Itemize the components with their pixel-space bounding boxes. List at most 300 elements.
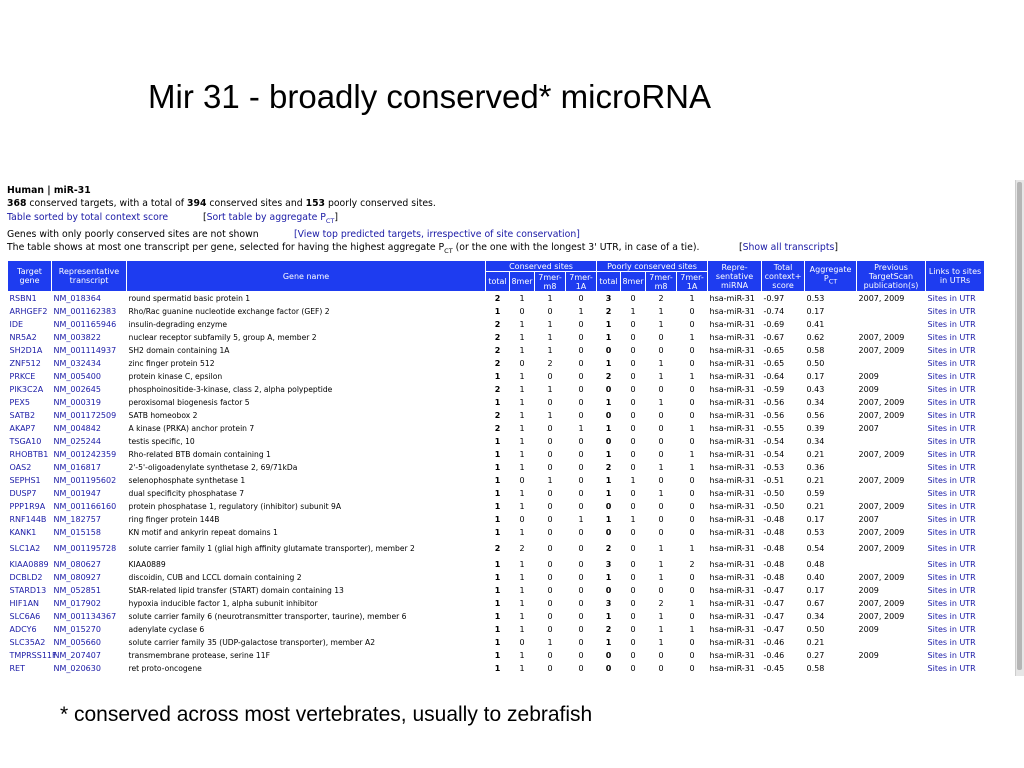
target-gene-link[interactable]: RSBN1 [9,294,37,303]
poor-8mer: 0 [630,294,636,303]
poor-8mer: 0 [630,573,636,582]
sites-in-utr-link[interactable]: Sites in UTR [927,599,976,608]
transcript-link[interactable]: NM_004842 [53,424,101,433]
transcript-link[interactable]: NM_017902 [53,599,101,608]
gene-name: Rho/Rac guanine nucleotide exchange factor (GEF) 2 [128,307,330,316]
gene-name: ret proto-oncogene [128,664,202,673]
poor-8mer: 0 [630,424,636,433]
rep-mirna: hsa-miR-31 [709,333,755,342]
target-gene-link[interactable]: OAS2 [9,463,32,472]
targets-table [7,260,985,675]
transcript-link[interactable]: NM_080927 [53,573,101,582]
aggregate-pct: 0.21 [806,450,825,459]
sites-in-utr-link[interactable]: Sites in UTR [927,638,976,647]
poor-7mer-m8: 0 [658,502,664,511]
conserved-7mer-1a: 0 [578,333,584,342]
poor-7mer-m8: 0 [658,346,664,355]
conserved-7mer-1a: 1 [578,307,584,316]
rep-mirna: hsa-miR-31 [709,450,755,459]
aggregate-pct: 0.62 [806,333,825,342]
scroll-thumb[interactable] [1017,182,1022,670]
rep-mirna: hsa-miR-31 [709,476,755,485]
sites-in-utr-link[interactable]: Sites in UTR [927,612,976,621]
poor-total: 0 [605,586,612,595]
sites-in-utr-link[interactable]: Sites in UTR [927,437,976,446]
poor-7mer-1a: 0 [689,612,695,621]
conserved-8mer: 1 [519,411,525,420]
transcript-link[interactable]: NM_003822 [53,333,101,342]
header-gene-name[interactable]: Gene name [127,261,486,292]
poor-7mer-1a: 0 [689,307,695,316]
sites-in-utr-link[interactable]: Sites in UTR [927,544,976,553]
table-row [8,571,985,584]
conserved-7mer-m8: 1 [547,320,553,329]
conserved-8mer: 1 [519,528,525,537]
target-gene-link[interactable]: TMPRSS11F [9,651,57,660]
poor-total: 0 [605,346,612,355]
target-gene-link[interactable]: DCBLD2 [9,573,43,582]
table-row [8,383,985,396]
scroll-down-icon[interactable] [1016,670,1024,676]
sort-aggregate-link[interactable] [207,212,335,223]
not-shown-text: Genes with only poorly conserved sites are not shown [7,229,259,240]
target-gene-link[interactable]: RNF144B [9,515,47,524]
transcript-link[interactable]: NM_001162383 [53,307,117,316]
previous-publication: 2007 [858,515,879,524]
poor-8mer: 1 [630,307,636,316]
conserved-7mer-1a: 0 [578,651,584,660]
poor-total: 1 [605,424,612,433]
sites-in-utr-link[interactable]: Sites in UTR [927,560,976,569]
gene-name: transmembrane protease, serine 11F [128,651,270,660]
table-row [8,500,985,513]
table-row [8,662,985,675]
transcript-link[interactable]: NM_018364 [53,294,101,303]
sites-in-utr-link[interactable]: Sites in UTR [927,359,976,368]
target-gene-link[interactable]: STARD13 [9,586,47,595]
poor-7mer-1a: 0 [689,586,695,595]
sites-in-utr-link[interactable]: Sites in UTR [927,515,976,524]
target-gene-link[interactable]: PEX5 [9,398,30,407]
sort-aggregate-link-sub: CT [325,216,335,225]
view-top-targets-link[interactable]: [View top predicted targets, irrespective of site conservation] [294,229,580,240]
show-all-bracket-close: ] [834,242,838,253]
slide-title: Mir 31 - broadly conserved* microRNA [148,78,712,115]
rep-mirna: hsa-miR-31 [709,612,755,621]
transcript-link[interactable]: NM_001166160 [53,502,117,511]
conserved-7mer-1a: 0 [578,372,584,381]
rep-mirna: hsa-miR-31 [709,359,755,368]
poor-8mer: 0 [630,612,636,621]
context-score: -0.56 [763,411,785,420]
header-cons-7mer-1a: 7mer-1A [566,272,597,292]
poor-7mer-1a: 1 [689,450,695,459]
sites-in-utr-link[interactable]: Sites in UTR [927,307,976,316]
transcript-link[interactable]: NM_001195728 [53,544,117,553]
table-row [8,461,985,474]
header-poor-total: total [597,272,621,292]
target-gene-link[interactable]: ARHGEF2 [9,307,48,316]
gene-name: peroxisomal biogenesis factor 5 [128,398,250,407]
rep-mirna: hsa-miR-31 [709,586,755,595]
sites-in-utr-link[interactable]: Sites in UTR [927,476,976,485]
aggregate-pct: 0.53 [806,294,825,303]
sites-in-utr-link[interactable]: Sites in UTR [927,502,976,511]
conserved-7mer-m8: 0 [547,437,553,446]
transcript-link[interactable]: NM_001947 [53,489,101,498]
target-gene-link[interactable]: SLC35A2 [9,638,46,647]
conserved-total: 1 [494,372,501,381]
sites-in-utr-link[interactable]: Sites in UTR [927,528,976,537]
target-gene-link[interactable]: RHOBTB1 [9,450,49,459]
aggregate-pct: 0.21 [806,502,825,511]
sites-in-utr-link[interactable]: Sites in UTR [927,385,976,394]
context-score: -0.97 [763,294,785,303]
context-score: -0.46 [763,638,785,647]
conserved-8mer: 0 [519,476,525,485]
table-row [8,597,985,610]
aggregate-pct: 0.50 [806,625,825,634]
poor-total: 0 [605,437,612,446]
poor-8mer: 0 [630,372,636,381]
poor-8mer: 0 [630,599,636,608]
table-row [8,448,985,461]
conserved-7mer-1a: 0 [578,502,584,511]
previous-publication [857,461,926,474]
gene-name: protein kinase C, epsilon [128,372,223,381]
transcript-link[interactable]: NM_001165946 [53,320,117,329]
conserved-8mer: 1 [519,502,525,511]
previous-publication: 2007, 2009 [858,346,905,355]
poor-7mer-m8: 1 [658,560,664,569]
poor-7mer-m8: 0 [658,411,664,420]
conserved-7mer-m8: 1 [547,476,553,485]
target-gene-link[interactable]: SLC1A2 [9,544,41,553]
table-row [8,487,985,500]
sort-total-context-link[interactable]: Table sorted by total context score [7,212,169,223]
conserved-8mer: 1 [519,424,525,433]
target-gene-link[interactable]: SLC6A6 [9,612,41,621]
sites-in-utr-link[interactable]: Sites in UTR [927,424,976,433]
poorly-conserved-sites-count: 153 [305,198,326,209]
transcript-link[interactable]: NM_001114937 [53,346,117,355]
poor-8mer: 0 [630,411,636,420]
context-score: -0.48 [763,573,785,582]
sites-in-utr-link[interactable]: Sites in UTR [927,625,976,634]
gene-name: hypoxia inducible factor 1, alpha subunit inhibitor [128,599,318,608]
conserved-total: 1 [494,450,501,459]
aggregate-pct: 0.21 [806,476,825,485]
targets-table-body [8,292,985,676]
sites-in-utr-link[interactable]: Sites in UTR [927,489,976,498]
target-gene-link[interactable]: TSGA10 [9,437,42,446]
header-conserved-sites: Conserved sites [486,261,597,272]
conserved-7mer-m8: 0 [547,307,553,316]
poor-total: 1 [605,333,612,342]
conserved-8mer: 1 [519,651,525,660]
rep-mirna: hsa-miR-31 [709,515,755,524]
gene-name: Rho-related BTB domain containing 1 [128,450,271,459]
table-row [8,623,985,636]
poor-8mer: 0 [630,625,636,634]
conserved-total: 1 [494,476,501,485]
table-row [8,610,985,623]
context-score: -0.47 [763,625,785,634]
conserved-7mer-m8: 0 [547,424,553,433]
poor-8mer: 1 [630,515,636,524]
target-gene-link[interactable]: PPP1R9A [9,502,46,511]
conserved-total: 2 [494,411,501,420]
conserved-8mer: 1 [519,612,525,621]
target-gene-link[interactable]: IDE [9,320,24,329]
table-row [8,584,985,597]
conserved-7mer-1a: 0 [578,437,584,446]
target-gene-link[interactable]: SH2D1A [9,346,43,355]
transcript-link[interactable]: NM_207407 [53,651,101,660]
sites-in-utr-link[interactable]: Sites in UTR [927,651,976,660]
transcript-link[interactable]: NM_005660 [53,638,101,647]
conserved-7mer-m8: 0 [547,372,553,381]
poor-7mer-1a: 2 [689,560,695,569]
header-rep-transcript[interactable]: Representative transcript [52,261,127,292]
target-gene-link[interactable]: HIF1AN [9,599,40,608]
transcript-link[interactable]: NM_001242359 [53,450,117,459]
gene-name: selenophosphate synthetase 1 [128,476,246,485]
rep-mirna: hsa-miR-31 [709,502,755,511]
conserved-7mer-1a: 0 [578,450,584,459]
sites-in-utr-link[interactable]: Sites in UTR [927,372,976,381]
target-gene-link[interactable]: PIK3C2A [9,385,44,394]
gene-name: dual specificity phosphatase 7 [128,489,245,498]
previous-publication: 2007, 2009 [858,599,905,608]
previous-publication: 2007, 2009 [858,612,905,621]
transcript-link[interactable]: NM_052851 [53,586,101,595]
aggregate-pct: 0.58 [806,664,825,673]
target-gene-link[interactable]: DUSP7 [9,489,37,498]
conserved-7mer-1a: 0 [578,560,584,569]
context-score: -0.47 [763,599,785,608]
table-row [8,539,985,558]
conserved-total: 1 [494,528,501,537]
gene-name: KIAA0889 [128,560,166,569]
target-gene-link[interactable]: SATB2 [9,411,36,420]
transcript-link[interactable]: NM_002645 [53,385,101,394]
rep-mirna: hsa-miR-31 [709,544,755,553]
conserved-7mer-1a: 0 [578,528,584,537]
poor-7mer-1a: 0 [689,320,695,329]
gene-name: nuclear receptor subfamily 5, group A, member 2 [128,333,317,342]
transcript-link[interactable]: NM_005400 [53,372,101,381]
conserved-7mer-1a: 0 [578,599,584,608]
rep-mirna: hsa-miR-31 [709,307,755,316]
transcript-link[interactable]: NM_001195602 [53,476,117,485]
rep-mirna: hsa-miR-31 [709,411,755,420]
poor-total: 1 [605,476,612,485]
transcript-link[interactable]: NM_000319 [53,398,101,407]
poor-8mer: 0 [630,320,636,329]
transcript-link[interactable]: NM_080627 [53,560,101,569]
context-score: -0.50 [763,502,785,511]
sites-in-utr-link[interactable]: Sites in UTR [927,398,976,407]
sort-aggregate-bracket-close: ] [334,212,339,223]
transcript-link[interactable]: NM_020630 [53,664,101,673]
gene-name: insulin-degrading enzyme [128,320,228,329]
poor-8mer: 0 [630,560,636,569]
target-gene-link[interactable]: PRKCE [9,372,36,381]
header-total-context[interactable]: Total context+ score [762,261,805,292]
conserved-total: 1 [494,573,501,582]
poor-total: 2 [605,463,612,472]
conserved-8mer: 1 [519,450,525,459]
previous-publication: 2009 [858,651,879,660]
context-score: -0.59 [763,385,785,394]
conserved-total: 1 [494,502,501,511]
conserved-7mer-1a: 0 [578,294,584,303]
poor-total: 1 [605,612,612,621]
transcript-link[interactable]: NM_001134367 [53,612,117,621]
aggregate-pct: 0.17 [806,515,825,524]
rep-mirna: hsa-miR-31 [709,385,755,394]
poor-8mer: 0 [630,638,636,647]
rep-mirna: hsa-miR-31 [709,573,755,582]
sites-in-utr-link[interactable]: Sites in UTR [927,346,976,355]
previous-publication: 2007 [858,424,879,433]
sites-in-utr-link[interactable]: Sites in UTR [927,411,976,420]
conserved-8mer: 0 [519,359,525,368]
conserved-7mer-m8: 1 [547,333,553,342]
aggregate-pct: 0.17 [806,307,825,316]
slide-footnote: * conserved across most vertebrates, usually to zebrafish [60,703,593,726]
target-gene-link[interactable]: ADCY6 [9,625,37,634]
transcript-link[interactable]: NM_032434 [53,359,101,368]
context-score: -0.64 [763,372,785,381]
table-row [8,318,985,331]
aggregate-pct: 0.43 [806,385,825,394]
aggregate-pct: 0.34 [806,437,825,446]
sites-in-utr-link[interactable]: Sites in UTR [927,573,976,582]
sites-in-utr-link[interactable]: Sites in UTR [927,450,976,459]
header-target-gene[interactable]: Target gene [8,261,52,292]
poor-7mer-1a: 0 [689,359,695,368]
conserved-7mer-1a: 0 [578,346,584,355]
header-cons-total: total [486,272,510,292]
poor-7mer-1a: 0 [689,411,695,420]
conserved-7mer-m8: 1 [547,294,553,303]
target-gene-link[interactable]: AKAP7 [9,424,36,433]
conserved-8mer: 1 [519,333,525,342]
table-row [8,305,985,318]
context-score: -0.48 [763,515,785,524]
target-gene-link[interactable]: ZNF512 [9,359,41,368]
poor-7mer-m8: 0 [658,476,664,485]
transcript-link[interactable]: NM_015270 [53,625,101,634]
target-gene-link[interactable]: RET [9,664,25,673]
aggregate-pct: 0.48 [806,560,825,569]
poor-8mer: 0 [630,586,636,595]
poor-7mer-1a: 0 [689,398,695,407]
conserved-total: 2 [494,320,501,329]
table-row [8,422,985,435]
poor-8mer: 0 [630,544,636,553]
target-gene-link[interactable]: SEPHS1 [9,476,41,485]
sites-in-utr-link[interactable]: Sites in UTR [927,586,976,595]
gene-name: A kinase (PRKA) anchor protein 7 [128,424,255,433]
transcript-link[interactable]: NM_025244 [53,437,101,446]
gene-name: testis specific, 10 [128,437,195,446]
gene-name: SATB homeobox 2 [128,411,198,420]
previous-publication: 2009 [858,385,879,394]
conserved-8mer: 1 [519,372,525,381]
context-score: -0.74 [763,307,785,316]
conserved-8mer: 1 [519,463,525,472]
sort-aggregate [203,212,338,227]
table-row [8,396,985,409]
show-all-transcripts-link[interactable]: Show all transcripts [742,242,835,253]
poor-7mer-m8: 0 [658,586,664,595]
poor-7mer-1a: 0 [689,489,695,498]
rep-mirna: hsa-miR-31 [709,294,755,303]
context-score: -0.50 [763,489,785,498]
conserved-7mer-m8: 1 [547,385,553,394]
poor-total: 3 [605,560,612,569]
vertical-scrollbar[interactable] [1015,180,1024,676]
header-poor-8mer: 8mer [621,272,646,292]
sites-in-utr-link[interactable]: Sites in UTR [927,333,976,342]
rep-mirna: hsa-miR-31 [709,651,755,660]
transcript-link[interactable]: NM_015158 [53,528,101,537]
transcript-link[interactable]: NM_001172509 [53,411,117,420]
conserved-7mer-m8: 0 [547,573,553,582]
header-aggregate-pct[interactable] [805,261,857,292]
conserved-7mer-m8: 0 [547,586,553,595]
table-row [8,357,985,370]
previous-publication [857,305,926,318]
target-gene-link[interactable]: KANK1 [9,528,37,537]
aggregate-pct: 0.54 [806,544,825,553]
gene-name: adenylate cyclase 6 [128,625,205,634]
poor-7mer-m8: 1 [658,573,664,582]
poor-8mer: 0 [630,450,636,459]
poor-7mer-m8: 1 [658,612,664,621]
conserved-7mer-m8: 0 [547,651,553,660]
poor-7mer-1a: 1 [689,463,695,472]
poor-7mer-m8: 1 [658,307,664,316]
transcript-link[interactable]: NM_182757 [53,515,101,524]
sites-in-utr-link[interactable]: Sites in UTR [927,294,976,303]
sites-in-utr-link[interactable]: Sites in UTR [927,320,976,329]
poor-7mer-1a: 0 [689,346,695,355]
context-score: -0.51 [763,476,785,485]
conserved-7mer-m8: 1 [547,411,553,420]
previous-publication: 2007, 2009 [858,450,905,459]
sites-in-utr-link[interactable]: Sites in UTR [927,463,976,472]
conserved-7mer-1a: 0 [578,385,584,394]
conserved-7mer-1a: 0 [578,398,584,407]
header-poor-7mer-m8: 7mer-m8 [646,272,677,292]
conserved-total: 2 [494,346,501,355]
table-row [8,513,985,526]
poor-total: 1 [605,515,612,524]
target-gene-link[interactable]: KIAA0889 [9,560,49,569]
poor-total: 0 [605,411,612,420]
target-gene-link[interactable]: NR5A2 [9,333,37,342]
poor-total: 1 [605,398,612,407]
conserved-8mer: 1 [519,586,525,595]
transcript-link[interactable]: NM_016817 [53,463,101,472]
gene-name: phosphoinositide-3-kinase, class 2, alpha polypeptide [128,385,333,394]
sites-in-utr-link[interactable]: Sites in UTR [927,664,976,673]
conserved-8mer: 1 [519,664,525,673]
